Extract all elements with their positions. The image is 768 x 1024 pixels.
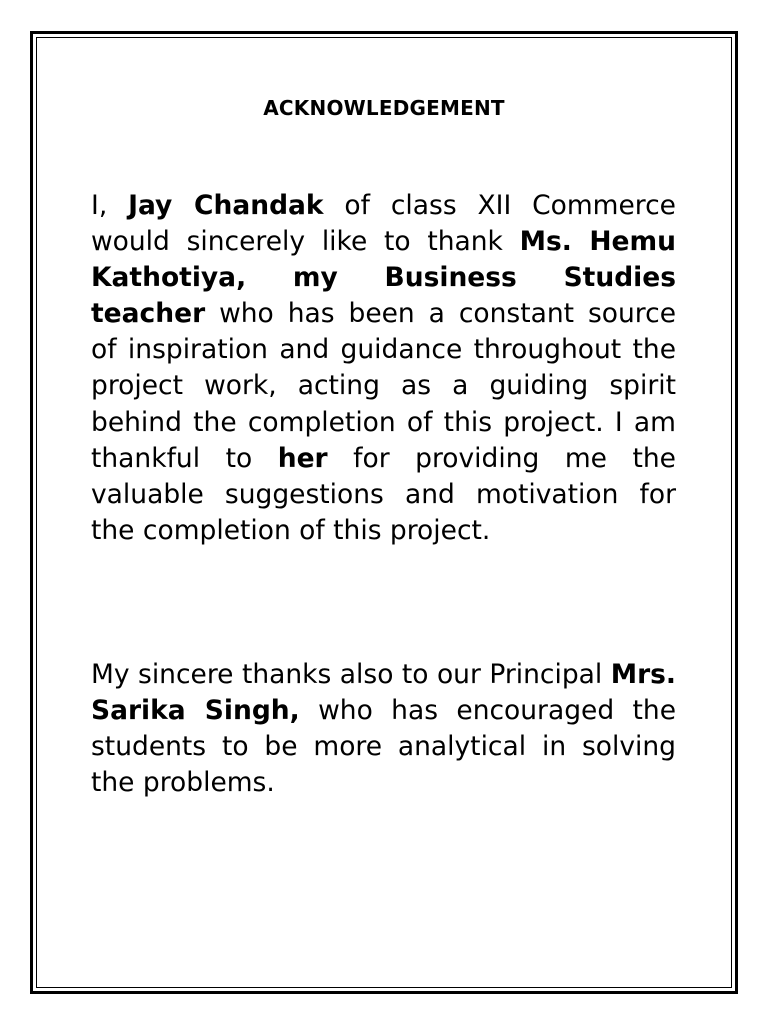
principal-name: Mrs. Sarika Singh, xyxy=(91,659,676,727)
para1-text-2: of class XII Commerce would sincerely like to thank xyxy=(91,190,676,258)
acknowledgement-paragraph xyxy=(91,188,676,549)
para1-text-1: I, xyxy=(91,190,129,221)
pronoun-her: her xyxy=(277,442,328,474)
teacher-name: Ms. Hemu Kathotiya, my Business Studies teacher xyxy=(91,226,676,330)
para1-text-4: for providing me the valuable suggestions and motivation for the completion of this project. xyxy=(91,442,676,546)
para1-text-3: who has been a constant source of inspiration and guidance throughout the project work, acting as a guiding spirit behind the completion of this project. I am thankful to xyxy=(91,298,676,474)
para2-text-1: My sincere thanks also to our Principal xyxy=(91,659,611,690)
student-name: Jay Chandak xyxy=(128,190,324,221)
principal-thanks-paragraph xyxy=(91,657,676,801)
para2-text-2: who has encouraged the students to be more analytical in solving the problems. xyxy=(91,695,677,799)
document-heading: ACKNOWLEDGEMENT xyxy=(263,96,505,120)
